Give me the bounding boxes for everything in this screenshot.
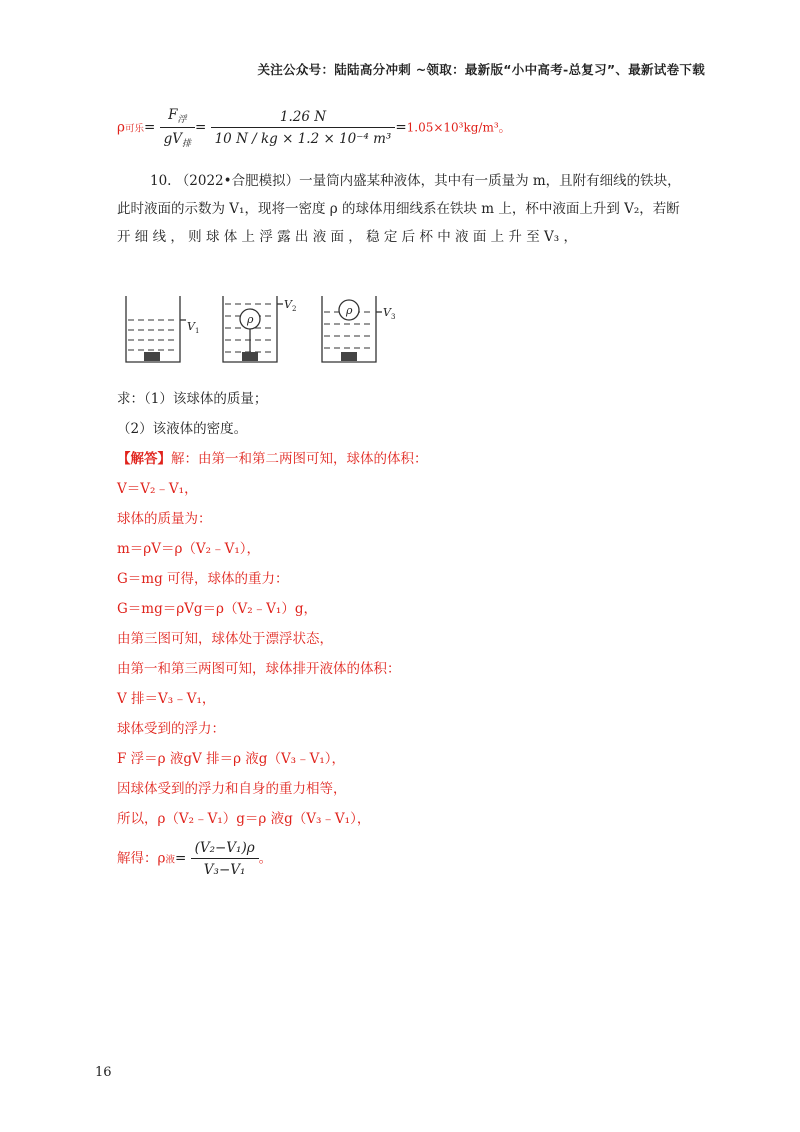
answer-final-formula: 解得：ρ液= $\frac{\text{(V₂−V₁)ρ}}{\text{V₃−V₁}}$ 。 xyxy=(117,840,273,878)
page-header: 关注公众号：陆陆高分冲刺 ~领取：最新版“小中高考-总复习”、最新试卷下载 xyxy=(257,62,705,77)
final-frac-num: (V₂−V₁)ρ xyxy=(194,840,255,856)
problem-line-2: 此时液面的示数为 V₁，现将一密度 ρ 的球体用细线系在铁块 m 上，杯中液面上升到 V₂，若断 xyxy=(117,201,680,217)
iron-block-3 xyxy=(341,352,357,361)
answer-line-13: 所以，ρ（V₂﹣V₁）g＝ρ 液g（V₃﹣V₁）， xyxy=(117,811,371,827)
cylinder-diagram xyxy=(120,290,400,370)
svg-text:1: 1 xyxy=(195,327,200,335)
frac1-den-sub: 排 xyxy=(181,139,191,149)
formula-result: 1.05×10³kg/m³。 xyxy=(406,120,511,135)
final-fraction xyxy=(191,840,259,878)
answer-line-7: 由第三图可知，球体处于漂浮状态， xyxy=(117,631,333,647)
density-formula: ρ可乐= $\frac{F_浮}{gV_排}$ = $\frac{1.26 N}{\text{10 N / kg × 1.2 × 10⁻⁴ m³}}$ =1.05×10³kg/m³。 xyxy=(117,107,511,149)
iron-block-2 xyxy=(242,352,258,361)
frac1-num-sub: 浮 xyxy=(177,115,187,125)
fraction-values xyxy=(211,109,396,147)
answer-line-12: 因球体受到的浮力和自身的重力相等， xyxy=(117,781,347,797)
label-v1: V xyxy=(187,320,195,333)
formula-lhs: ρ xyxy=(117,119,125,136)
problem-text xyxy=(117,167,697,251)
answer-line-6: G＝mg＝ρVg＝ρ（V₂﹣V₁）g， xyxy=(117,601,317,617)
answer-line-1: 【解答】解：由第一和第二两图可知，球体的体积： xyxy=(117,451,428,467)
answer-line-3: 球体的质量为： xyxy=(117,511,212,527)
problem-line-3: 开 细 线 ， 则 球 体 上 浮 露 出 液 面 ， 稳 定 后 杯 中 液 面 上 升 至 V₃ ， xyxy=(117,229,577,245)
answer-line-2: V＝V₂﹣V₁， xyxy=(117,481,198,497)
frac2-den: 10 N / kg × 1.2 × 10⁻⁴ m³ xyxy=(211,127,396,147)
svg-text:2: 2 xyxy=(292,305,297,313)
frac1-den: gV xyxy=(163,131,182,147)
ball-label-3: ρ xyxy=(346,304,353,317)
final-frac-den: V₃−V₁ xyxy=(191,858,259,878)
problem-line-1: 10. （2022•合肥模拟）一量筒内盛某种液体，其中有一质量为 m，且附有细线的铁块， xyxy=(150,173,681,189)
frac1-num: F xyxy=(168,107,178,123)
answer-line-5: G＝mg 可得，球体的重力： xyxy=(117,571,289,587)
question-1: 求：（1）该球体的质量； xyxy=(117,391,268,407)
formula-lhs-sub: 可乐 xyxy=(124,123,144,135)
fraction-buoyancy xyxy=(160,107,195,149)
frac2-num: 1.26 N xyxy=(279,109,327,125)
page-number: 16 xyxy=(95,1065,112,1080)
iron-block-1 xyxy=(144,352,160,361)
label-v2: V xyxy=(284,298,292,311)
answer-line-10: 球体受到的浮力： xyxy=(117,721,225,737)
svg-text:3: 3 xyxy=(391,313,396,321)
answer-line-8: 由第一和第三两图可知，球体排开液体的体积： xyxy=(117,661,401,677)
label-v3: V xyxy=(383,306,391,319)
formula-eq: = xyxy=(143,119,156,136)
answer-tag: 【解答】 xyxy=(117,451,171,467)
answer-line-9: V 排＝V₃﹣V₁， xyxy=(117,691,216,707)
answer-line-11: F 浮＝ρ 液gV 排＝ρ 液g（V₃﹣V₁）， xyxy=(117,751,346,767)
answer-line-4: m＝ρV＝ρ（V₂﹣V₁）， xyxy=(117,541,260,557)
ball-label-2: ρ xyxy=(247,313,254,326)
question-2: （2）该液体的密度。 xyxy=(117,421,248,437)
